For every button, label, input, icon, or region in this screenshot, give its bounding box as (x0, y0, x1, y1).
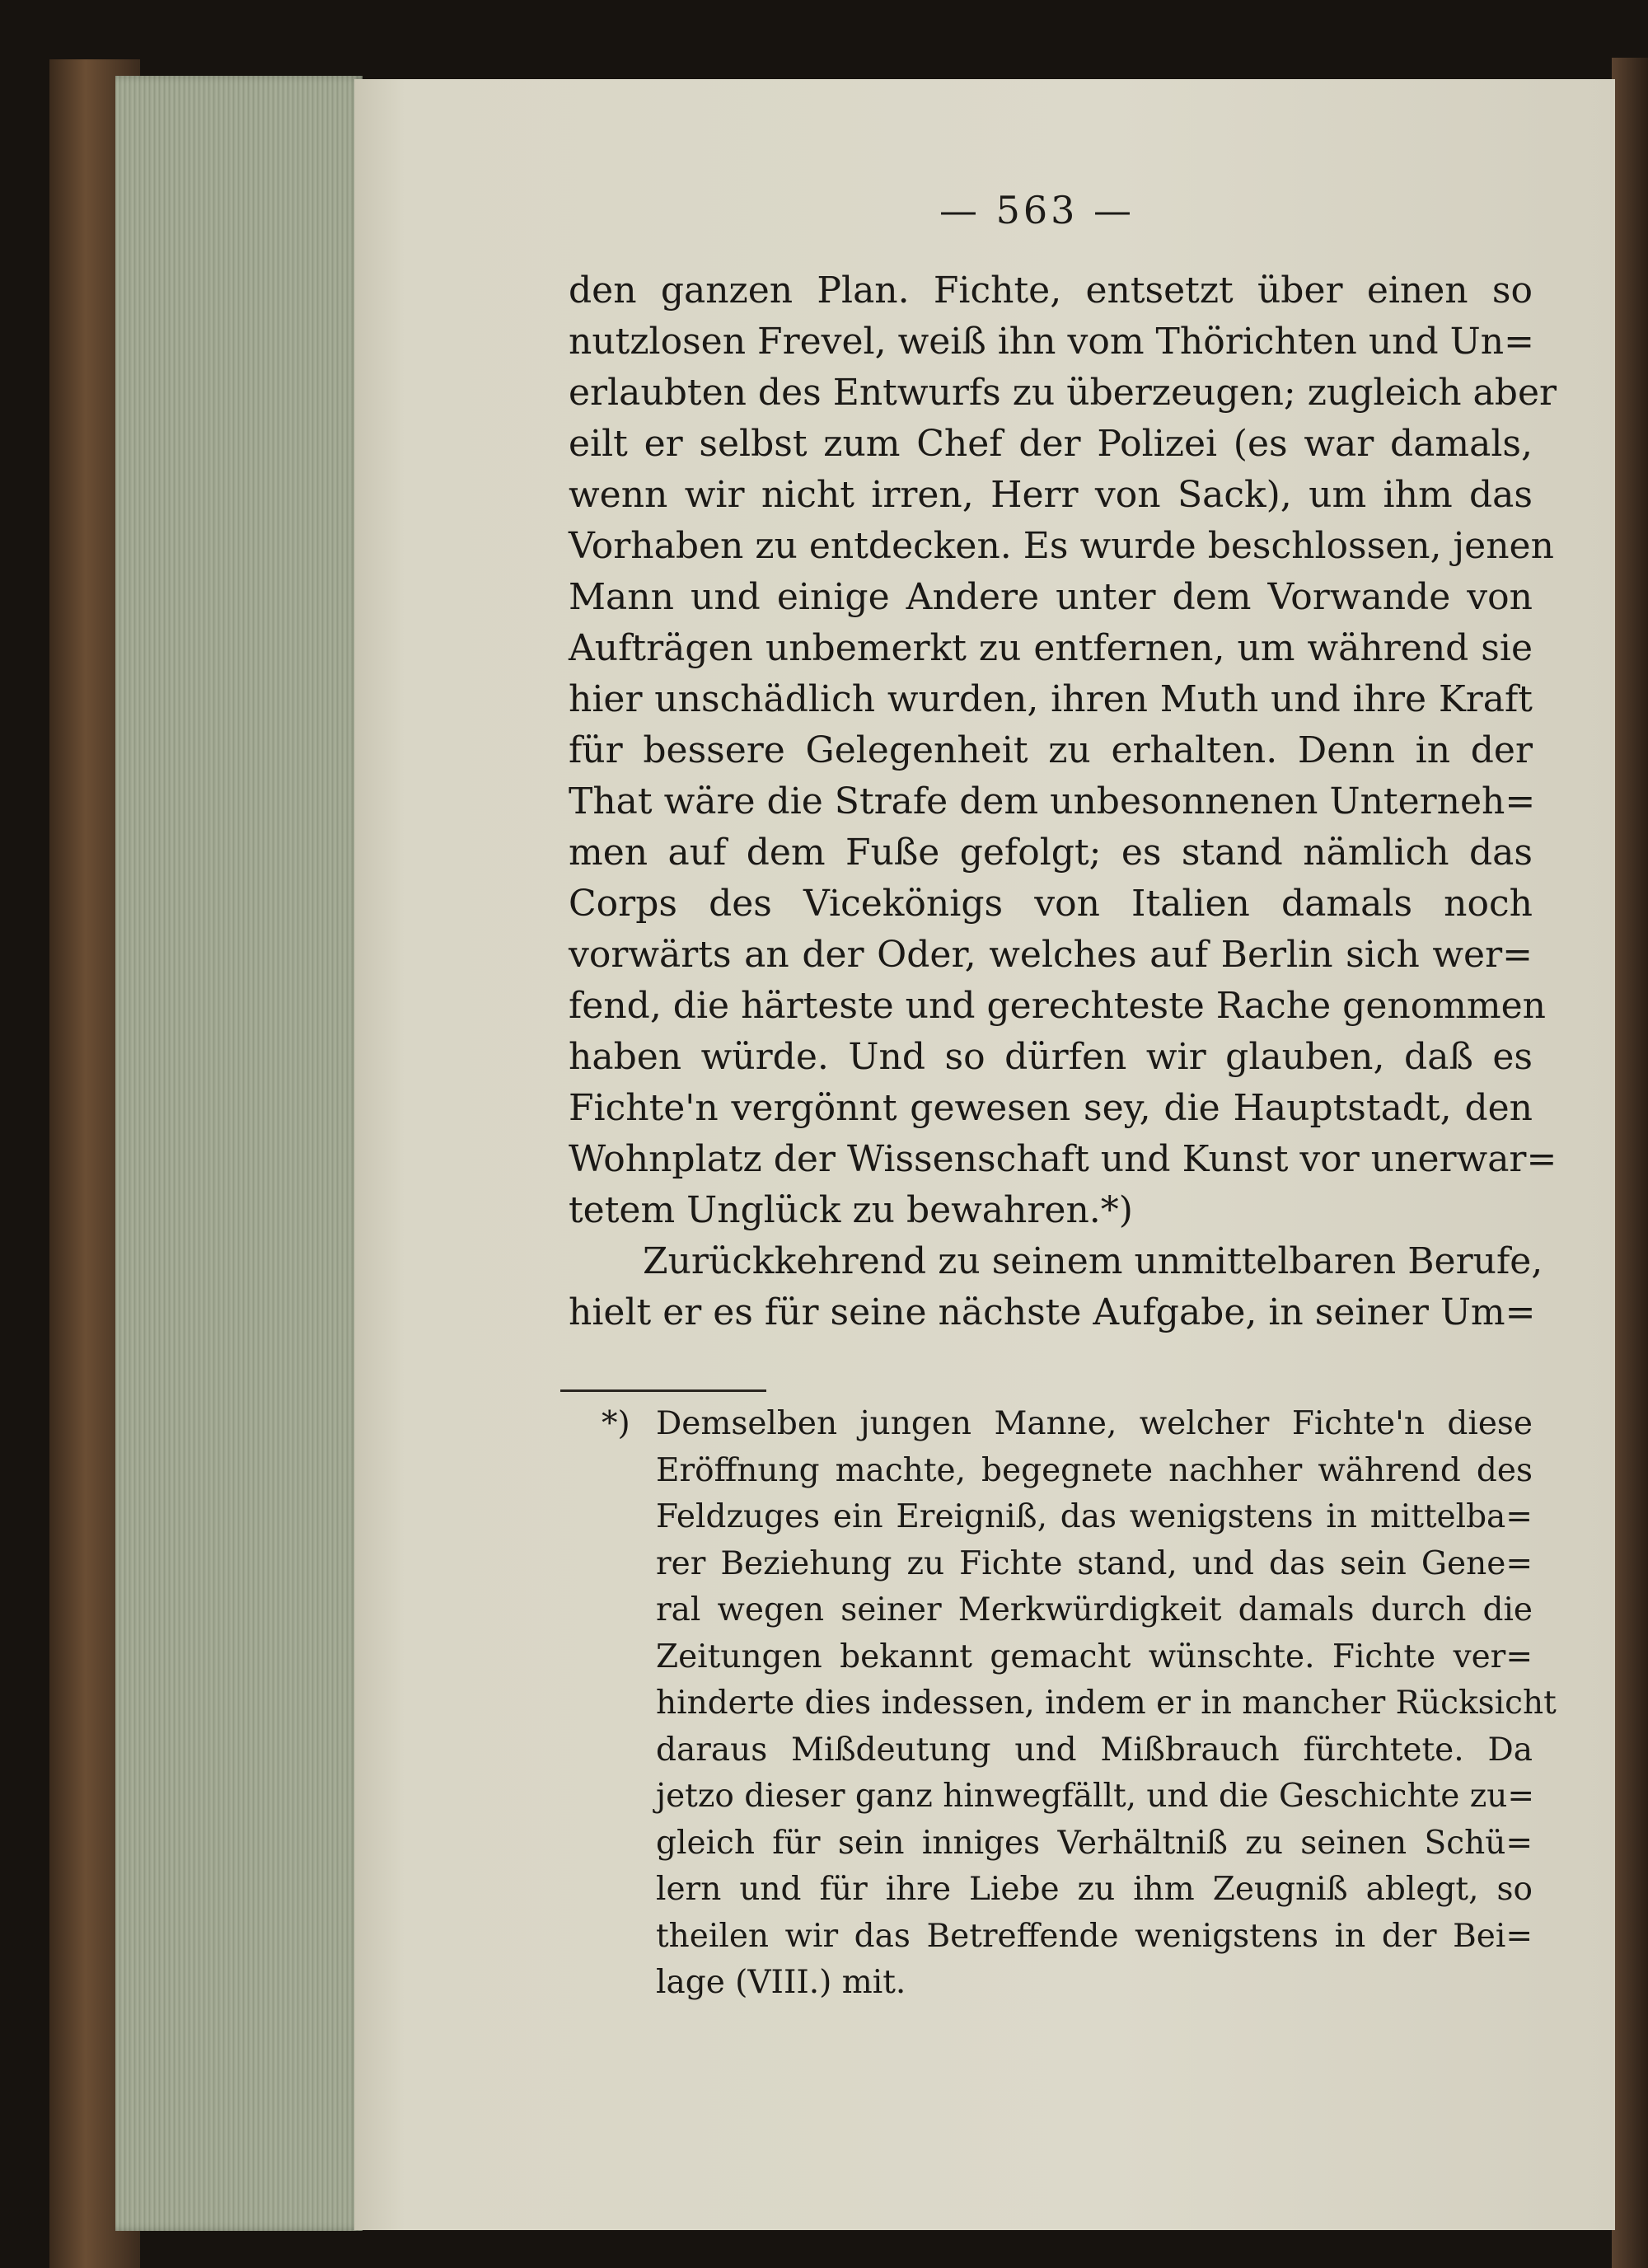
footnote-line: rer Beziehung zu Fichte stand, und das sein Gene= (656, 1544, 1533, 1582)
text-line: Corps des Vicekönigs von Italien damals noch (569, 883, 1533, 925)
text-line: nutzlosen Frevel, weiß ihn vom Thörichten und Un= (569, 321, 1534, 363)
text-line: Wohnplatz der Wissenschaft und Kunst vor unerwar= (569, 1138, 1557, 1180)
text-line: men auf dem Fuße gefolgt; es stand nämlich das (569, 832, 1533, 874)
footnote-line: lage (VIII.) mit. (656, 1964, 906, 2001)
text-line: Fichte'n vergönnt gewesen sey, die Hauptstadt, den (569, 1087, 1533, 1129)
text-line: Vorhaben zu entdecken. Es wurde beschlossen, jenen (569, 525, 1554, 567)
footnote (577, 1401, 1557, 2007)
text-line: Aufträgen unbemerkt zu entfernen, um während sie (569, 627, 1533, 669)
footnote-line: Feldzuges ein Ereigniß, das wenigstens in mittelba= (656, 1498, 1533, 1535)
text-line: vorwärts an der Oder, welches auf Berlin sich wer= (569, 934, 1533, 976)
footnote-line: lern und für ihre Liebe zu ihm Zeugniß ablegt, so (656, 1871, 1533, 1908)
text-line: wenn wir nicht irren, Herr von Sack), um ihm das (569, 474, 1533, 516)
text-line: für bessere Gelegenheit zu erhalten. Denn in der (569, 729, 1533, 771)
text-line: erlaubten des Entwurfs zu überzeugen; zugleich aber (569, 372, 1557, 414)
text-line: haben würde. Und so dürfen wir glauben, daß es (569, 1036, 1533, 1078)
book-cover-right (1612, 58, 1648, 2268)
footnote-line: Eröffnung machte, begegnete nachher während des (656, 1451, 1533, 1489)
text-line: den ganzen Plan. Fichte, entsetzt über einen so (569, 269, 1533, 312)
page-edges (115, 76, 363, 2231)
text-line: eilt er selbst zum Chef der Polizei (es war damals, (569, 423, 1533, 465)
main-text (569, 265, 1557, 1338)
footnote-line: Zeitungen bekannt gemacht wünschte. Fichte ver= (656, 1638, 1533, 1675)
text-line: tetem Unglück zu bewahren.*) (569, 1189, 1133, 1231)
footnote-divider (560, 1389, 766, 1392)
text-line: hier unschädlich wurden, ihren Muth und ihre Kraft (569, 678, 1533, 720)
footnote-line: gleich für sein inniges Verhältniß zu seinen Schü= (656, 1824, 1533, 1862)
footnote-line: hinderte dies indessen, indem er in mancher Rücksicht (656, 1685, 1557, 1722)
page-number: — 563 — (939, 188, 1135, 232)
text-line: fend, die härteste und gerechteste Rache genommen (569, 985, 1547, 1027)
footnote-line (577, 1401, 1533, 1448)
footnote-line: jetzo dieser ganz hinwegfällt, und die Geschichte zu= (656, 1778, 1535, 1815)
footnote-marker: *) (602, 1405, 630, 1442)
text-line: hielt er es für seine nächste Aufgabe, in seiner Um= (569, 1291, 1536, 1333)
text-line: Zurückkehrend zu seinem unmittelbaren Berufe, (643, 1240, 1543, 1282)
footnote-line: ral wegen seiner Merkwürdigkeit damals durch die (656, 1591, 1533, 1628)
footnote-line: daraus Mißdeutung und Mißbrauch fürchtete. Da (656, 1731, 1533, 1769)
text-line: Mann und einige Andere unter dem Vorwande von (569, 576, 1533, 618)
text-line: That wäre die Strafe dem unbesonnenen Unterneh= (569, 780, 1536, 822)
footnote-text: Demselben jungen Manne, welcher Fichte'n diese (656, 1405, 1533, 1442)
footnote-line: theilen wir das Betreffende wenigstens in der Bei= (656, 1917, 1533, 1955)
